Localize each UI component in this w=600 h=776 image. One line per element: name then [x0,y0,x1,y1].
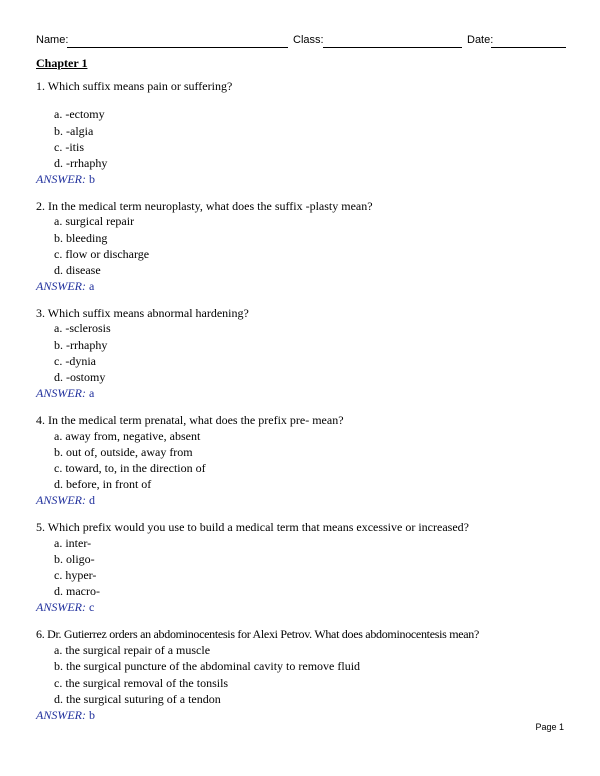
page-number: Page 1 [535,722,564,732]
option: c. -dynia [54,354,96,368]
option: c. -itis [54,140,84,154]
answer-line [36,600,94,615]
option: a. the surgical repair of a muscle [54,643,211,657]
option: d. the surgical suturing of a tendon [54,692,221,706]
question-6: 6. Dr. Gutierrez orders an abdominocentesis for Alexi Petrov. What does abdominocentesis mean? [36,627,480,641]
option: a. -sclerosis [54,321,111,335]
question-2: 2. In the medical term neuroplasty, what does the suffix -plasty mean? [36,199,373,213]
answer-value: b [89,172,95,186]
answer-label: ANSWER: [36,708,86,722]
class-label: Class: [293,34,324,46]
answer-value: a [89,279,95,293]
answer-label: ANSWER: [36,279,86,293]
date-blank [491,47,566,48]
answer-label: ANSWER: [36,600,86,614]
option: b. -algia [54,124,94,138]
answer-value: d [89,493,95,507]
option: d. before, in front of [54,477,152,491]
date-label: Date: [467,34,494,46]
answer-line [36,386,94,401]
question-5: 5. Which prefix would you use to build a medical term that means excessive or increased? [36,520,469,534]
answer-value: b [89,708,95,722]
answer-line [36,279,94,294]
option: b. bleeding [54,231,108,245]
option: b. out of, outside, away from [54,445,193,459]
option: d. -ostomy [54,370,106,384]
option: b. oligo- [54,552,95,566]
name-label: Name: [36,34,69,46]
option: c. the surgical removal of the tonsils [54,676,229,690]
answer-value: a [89,386,95,400]
name-blank [67,47,288,48]
option: d. macro- [54,584,100,598]
option: b. -rrhaphy [54,338,108,352]
option: a. away from, negative, absent [54,429,201,443]
option: a. -ectomy [54,107,105,121]
answer-line [36,172,95,187]
answer-line [36,493,95,508]
answer-line [36,708,95,723]
answer-value: c [89,600,95,614]
option: c. flow or discharge [54,247,150,261]
answer-label: ANSWER: [36,172,86,186]
answer-label: ANSWER: [36,493,86,507]
question-3: 3. Which suffix means abnormal hardening? [36,306,249,320]
option: a. inter- [54,536,92,550]
option: a. surgical repair [54,214,135,228]
class-blank [323,47,462,48]
answer-label: ANSWER: [36,386,86,400]
student-info-header [36,34,566,50]
chapter-title: Chapter 1 [36,56,88,70]
question-4: 4. In the medical term prenatal, what does the prefix pre- mean? [36,413,344,427]
option: c. toward, to, in the direction of [54,461,206,475]
question-1: 1. Which suffix means pain or suffering? [36,79,233,93]
option: d. disease [54,263,101,277]
option: c. hyper- [54,568,97,582]
option: b. the surgical puncture of the abdominal cavity to remove fluid [54,659,361,673]
option: d. -rrhaphy [54,156,108,170]
